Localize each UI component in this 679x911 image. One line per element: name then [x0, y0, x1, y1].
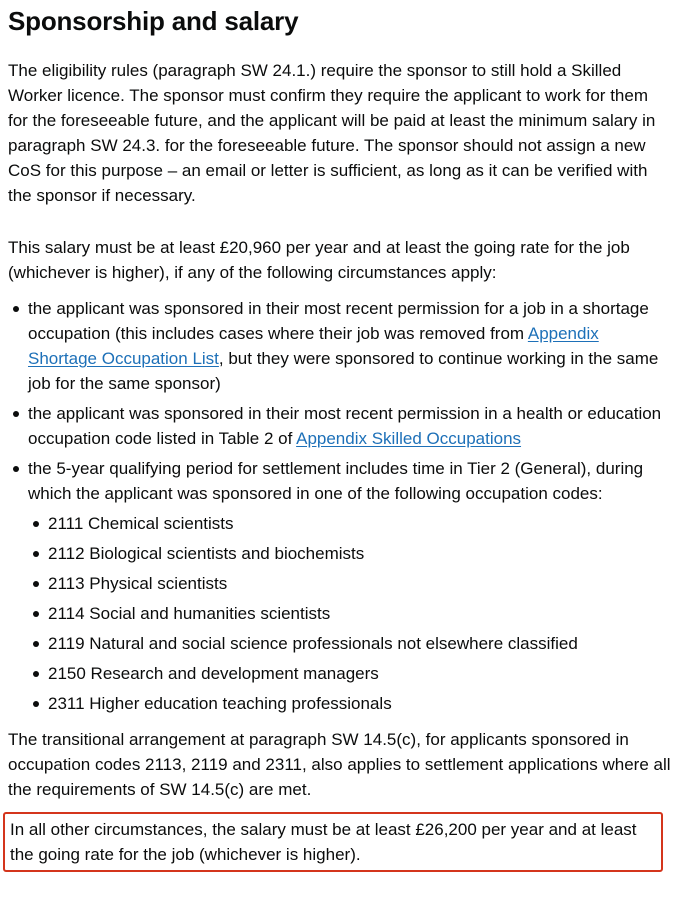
other-circumstances-paragraph: In all other circumstances, the salary must be at least £26,200 per year and at least the going rate for the job (whichever is higher). — [10, 820, 637, 864]
highlighted-salary-box — [3, 812, 663, 872]
circumstances-list — [8, 296, 671, 716]
list-item-text: the 5-year qualifying period for settlement includes time in Tier 2 (General), during which the applicant was sponsored in one of the following occupation codes: — [28, 459, 644, 503]
occupation-code-item: 2311 Higher education teaching professionals — [48, 691, 671, 716]
occupation-code-item: 2113 Physical scientists — [48, 571, 671, 596]
appendix-shortage-occupation-list-link[interactable]: Appendix Shortage Occupation List — [28, 324, 599, 368]
list-item — [28, 456, 671, 716]
occupation-code-item: 2114 Social and humanities scientists — [48, 601, 671, 626]
occupation-codes-list — [28, 506, 671, 716]
occupation-code-item: 2150 Research and development managers — [48, 661, 671, 686]
list-item-text: the applicant was sponsored in their most recent permission for a job in a shortage occupation (this includes cases where their job was removed from — [28, 299, 649, 343]
page-title: Sponsorship and salary — [8, 6, 299, 36]
list-item-text: , but they were sponsored to continue working in the same job for the same sponsor) — [28, 349, 659, 393]
appendix-skilled-occupations-link[interactable]: Appendix Skilled Occupations — [296, 429, 522, 448]
intro-paragraph: The eligibility rules (paragraph SW 24.1.) require the sponsor to still hold a Skilled Worker licence. The sponsor must confirm they require the applicant to work for them for the foreseeable future, and the applicant will be paid at least the minimum salary in paragraph SW 24.3. for the foreseeable future. The sponsor should not assign a new CoS for this purpose – an email or letter is sufficient, as long as it can be verified with the sponsor if necessary. — [8, 61, 656, 205]
occupation-code-item: 2119 Natural and social science professionals not elsewhere classified — [48, 631, 671, 656]
occupation-code-item: 2112 Biological scientists and biochemists — [48, 541, 671, 566]
list-item — [28, 296, 671, 396]
salary-rule-paragraph: This salary must be at least £20,960 per year and at least the going rate for the job (whichever is higher), if any of the following circumstances apply: — [8, 238, 630, 282]
occupation-code-item: 2111 Chemical scientists — [48, 511, 671, 536]
transitional-paragraph: The transitional arrangement at paragraph SW 14.5(c), for applicants sponsored in occupation codes 2113, 2119 and 2311, also applies to settlement applications where all the requirements of SW 14.5(c) are met. — [8, 730, 671, 799]
list-item — [28, 401, 671, 451]
list-item-text: the applicant was sponsored in their most recent permission in a health or education occupation code listed in Table 2 of — [28, 404, 662, 448]
